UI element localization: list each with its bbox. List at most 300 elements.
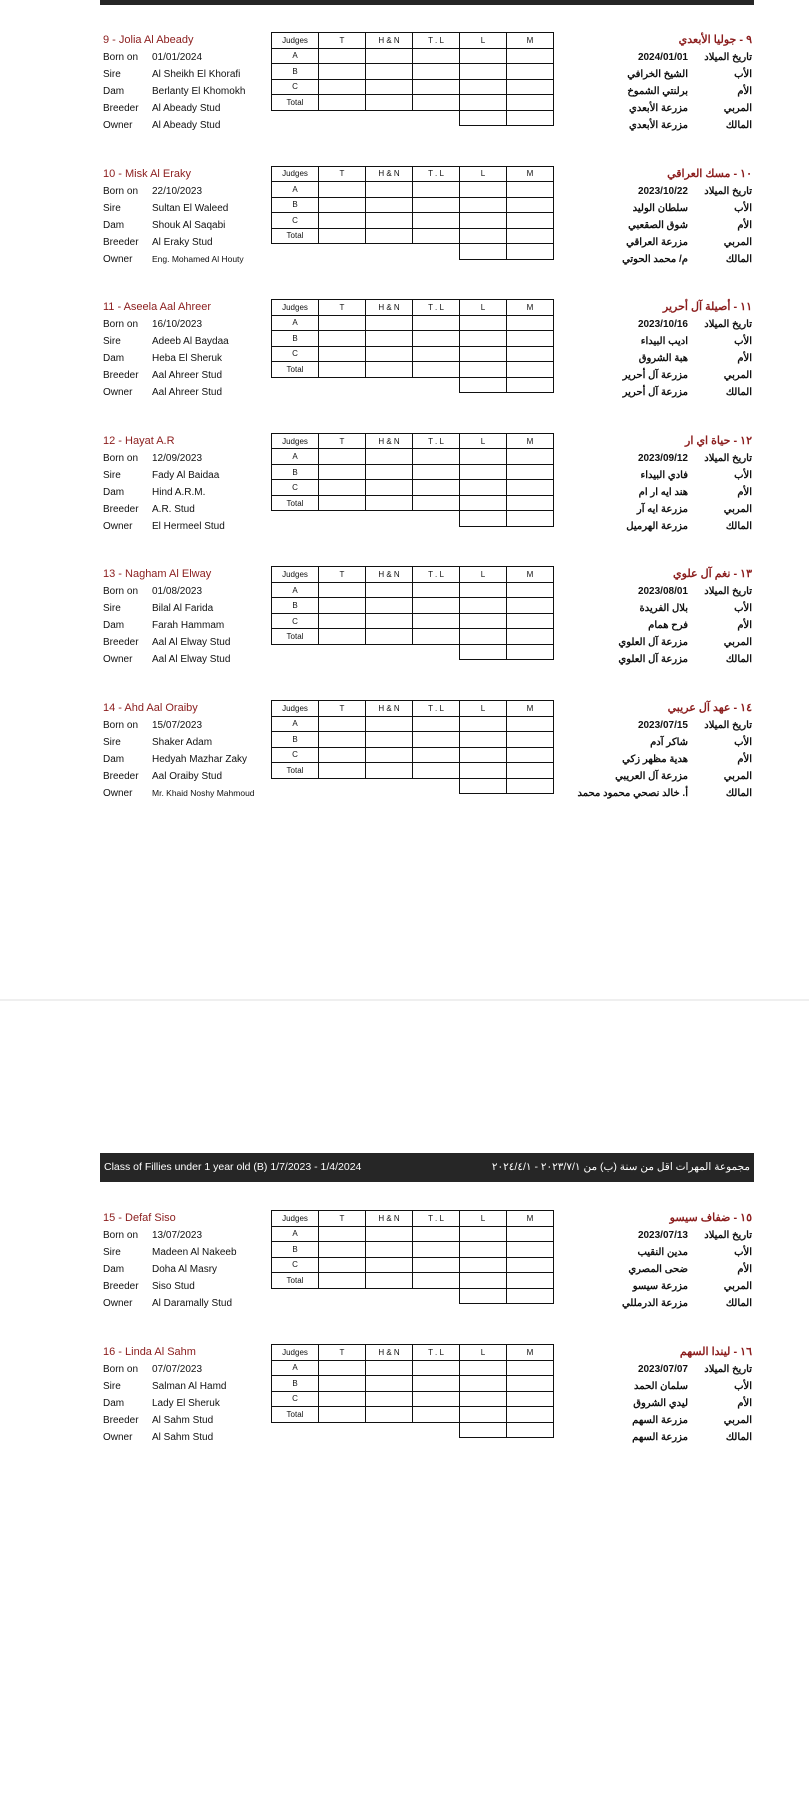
info-row: [103, 484, 273, 501]
score-cell[interactable]: [460, 346, 507, 362]
score-cell[interactable]: [366, 1226, 413, 1242]
score-cell[interactable]: [319, 48, 366, 64]
info-row-ar: [552, 316, 752, 333]
info-value-ar: 2023/08/01: [637, 586, 688, 598]
judge-label: A: [272, 449, 319, 465]
score-cell[interactable]: [319, 1376, 366, 1392]
info-row-ar: [552, 484, 752, 501]
score-cell[interactable]: [413, 732, 460, 748]
score-cell[interactable]: [319, 64, 366, 80]
info-row-ar: [552, 251, 752, 268]
score-cell[interactable]: [319, 732, 366, 748]
judge-label: Total: [272, 1407, 319, 1423]
score-cell[interactable]: [507, 315, 554, 331]
info-value-ar: مزرعة آل العريبي: [615, 771, 688, 782]
score-cell[interactable]: [413, 197, 460, 213]
score-header: H & N: [366, 1211, 413, 1227]
score-cell[interactable]: [507, 377, 554, 393]
score-cell[interactable]: [413, 331, 460, 347]
info-value-ar: 2023/07/07: [637, 1364, 688, 1375]
info-value: Aal Al Elway Stud: [152, 637, 231, 649]
score-cell[interactable]: [507, 48, 554, 64]
score-cell[interactable]: [413, 213, 460, 229]
info-row-ar: [552, 617, 752, 634]
info-label-ar: المربي: [723, 1281, 752, 1292]
score-cell[interactable]: [460, 244, 507, 260]
info-label-ar: المالك: [725, 1432, 752, 1443]
score-cell[interactable]: [366, 747, 413, 763]
info-label: Owner: [103, 1432, 133, 1443]
info-row: [103, 617, 273, 634]
score-cell[interactable]: [460, 1226, 507, 1242]
info-value-ar: مزرعة الأبعدي: [629, 103, 688, 114]
score-cell[interactable]: [319, 582, 366, 598]
info-row-ar: [552, 1244, 752, 1261]
entry-title-ar: ٩ - جوليا الأبعدي: [678, 34, 752, 46]
info-value-ar: مزرعة الأبعدي: [629, 120, 688, 131]
empty-cell: [319, 377, 366, 393]
score-row: [272, 64, 554, 80]
info-value: Lady El Sheruk: [152, 1398, 220, 1409]
score-cell[interactable]: [413, 716, 460, 732]
info-row: [103, 600, 273, 617]
score-cell[interactable]: [319, 1242, 366, 1258]
score-row: [272, 449, 554, 465]
score-row: [272, 197, 554, 213]
empty-cell: [366, 244, 413, 260]
score-cell[interactable]: [413, 315, 460, 331]
score-header: Judges: [272, 33, 319, 49]
info-value-ar: مزرعة ايه آر: [636, 503, 688, 515]
entry-info-ar: [552, 700, 752, 802]
score-cell[interactable]: [507, 346, 554, 362]
info-label: Owner: [103, 120, 133, 131]
score-cell[interactable]: [413, 464, 460, 480]
score-header-row: [272, 300, 554, 316]
score-cell[interactable]: [460, 511, 507, 527]
score-cell[interactable]: [319, 1407, 366, 1423]
score-cell[interactable]: [413, 1242, 460, 1258]
info-label: Dam: [103, 1264, 125, 1275]
score-cell[interactable]: [507, 644, 554, 660]
score-cell[interactable]: [460, 598, 507, 614]
score-cell[interactable]: [319, 747, 366, 763]
entry-info-ar: [552, 1344, 752, 1446]
score-cell[interactable]: [460, 582, 507, 598]
info-row: [103, 634, 273, 651]
info-value-ar: مزرعة الهرميل: [626, 520, 688, 532]
info-value: Doha Al Masry: [152, 1264, 218, 1275]
info-label: Dam: [103, 219, 125, 231]
score-cell[interactable]: [507, 495, 554, 511]
judge-label: Total: [272, 1273, 319, 1289]
score-cell[interactable]: [413, 480, 460, 496]
score-cell[interactable]: [460, 644, 507, 660]
score-cell[interactable]: [366, 732, 413, 748]
score-cell[interactable]: [319, 598, 366, 614]
info-value: Al Sahm Stud: [152, 1432, 214, 1443]
score-cell[interactable]: [507, 598, 554, 614]
score-cell[interactable]: [507, 1407, 554, 1423]
score-cell[interactable]: [366, 331, 413, 347]
info-value-ar: مزرعة آل العلوي: [618, 637, 688, 649]
score-cell[interactable]: [460, 362, 507, 378]
score-cell[interactable]: [507, 1273, 554, 1289]
empty-cell: [413, 1422, 460, 1438]
score-row: [272, 747, 554, 763]
info-value-ar: مدين النقيب: [637, 1247, 688, 1258]
info-value-ar: مزرعة آل العلوي: [618, 654, 688, 666]
info-label: Dam: [103, 620, 125, 632]
info-label-ar: تاريخ الميلاد: [704, 319, 752, 331]
info-value-ar: شاكر آدم: [650, 737, 688, 748]
score-cell[interactable]: [413, 495, 460, 511]
empty-cell: [366, 1422, 413, 1438]
info-value: Al Abeady Stud: [152, 103, 221, 114]
score-cell[interactable]: [507, 95, 554, 111]
score-cell[interactable]: [507, 732, 554, 748]
score-cell[interactable]: [460, 464, 507, 480]
score-cell[interactable]: [319, 1391, 366, 1407]
score-cell[interactable]: [366, 582, 413, 598]
score-cell[interactable]: [319, 182, 366, 198]
score-row: [272, 1360, 554, 1376]
score-cell[interactable]: [460, 315, 507, 331]
info-value: Hind A.R.M.: [152, 486, 206, 498]
score-cell[interactable]: [366, 480, 413, 496]
score-cell[interactable]: [366, 1391, 413, 1407]
score-cell[interactable]: [413, 64, 460, 80]
info-value-ar: مزرعة السهم: [632, 1432, 688, 1443]
info-value: 01/08/2023: [152, 586, 203, 598]
score-cell[interactable]: [460, 79, 507, 95]
judge-label: B: [272, 1376, 319, 1392]
score-cell[interactable]: [460, 778, 507, 794]
score-cell[interactable]: [460, 495, 507, 511]
score-cell[interactable]: [413, 228, 460, 244]
score-cell[interactable]: [413, 346, 460, 362]
info-row-ar: [552, 1361, 752, 1378]
info-label-ar: المالك: [725, 387, 752, 399]
score-cell[interactable]: [507, 716, 554, 732]
score-cell[interactable]: [507, 778, 554, 794]
score-cell[interactable]: [507, 1226, 554, 1242]
score-cell[interactable]: [460, 1288, 507, 1304]
score-header: T . L: [413, 1211, 460, 1227]
score-cell[interactable]: [460, 1273, 507, 1289]
score-cell[interactable]: [507, 613, 554, 629]
empty-cell: [413, 110, 460, 126]
score-cell[interactable]: [319, 449, 366, 465]
score-cell[interactable]: [460, 197, 507, 213]
score-cell[interactable]: [319, 1273, 366, 1289]
info-value-ar: مزرعة الدرمللي: [621, 1298, 688, 1309]
score-header-row: [272, 1345, 554, 1361]
score-cell[interactable]: [507, 79, 554, 95]
score-cell[interactable]: [460, 95, 507, 111]
score-cell[interactable]: [413, 95, 460, 111]
score-cell[interactable]: [366, 48, 413, 64]
score-cell[interactable]: [460, 1257, 507, 1273]
score-table: [271, 166, 554, 260]
score-cell[interactable]: [319, 228, 366, 244]
score-cell[interactable]: [319, 613, 366, 629]
info-row: [103, 583, 273, 600]
info-value: 22/10/2023: [152, 185, 203, 197]
score-cell[interactable]: [413, 362, 460, 378]
score-cell[interactable]: [507, 182, 554, 198]
info-label: Breeder: [103, 236, 139, 248]
score-cell[interactable]: [319, 464, 366, 480]
score-cell[interactable]: [507, 1376, 554, 1392]
score-cell[interactable]: [413, 613, 460, 629]
score-row: [272, 613, 554, 629]
score-cell[interactable]: [507, 763, 554, 779]
info-row-ar: [552, 634, 752, 651]
info-value: Shouk Al Saqabi: [152, 219, 226, 231]
score-header: M: [507, 166, 554, 182]
score-cell[interactable]: [507, 1360, 554, 1376]
info-label-ar: المربي: [723, 637, 752, 649]
score-cell[interactable]: [507, 629, 554, 645]
score-table: [271, 700, 554, 794]
score-cell[interactable]: [507, 1242, 554, 1258]
score-cell[interactable]: [460, 228, 507, 244]
info-label-ar: الأم: [737, 353, 752, 365]
score-cell[interactable]: [460, 48, 507, 64]
entry-title-ar: ١١ - أصيلة آل أحرير: [662, 301, 752, 314]
score-cell[interactable]: [460, 1242, 507, 1258]
score-cell[interactable]: [460, 1360, 507, 1376]
score-cell[interactable]: [319, 79, 366, 95]
score-cell[interactable]: [319, 362, 366, 378]
score-cell[interactable]: [413, 598, 460, 614]
score-cell[interactable]: [366, 182, 413, 198]
entry-card: [0, 166, 809, 276]
info-label: Sire: [103, 1381, 121, 1392]
score-cell[interactable]: [319, 197, 366, 213]
info-row-ar: [552, 384, 752, 401]
score-cell[interactable]: [366, 362, 413, 378]
info-value: Salman Al Hamd: [152, 1381, 227, 1392]
entry-info-en: [103, 1344, 273, 1446]
score-cell[interactable]: [507, 464, 554, 480]
score-cell[interactable]: [507, 228, 554, 244]
info-label: Born on: [103, 1230, 139, 1241]
score-header: L: [460, 300, 507, 316]
score-cell[interactable]: [460, 182, 507, 198]
score-cell[interactable]: [319, 346, 366, 362]
score-cell[interactable]: [366, 64, 413, 80]
score-cell[interactable]: [507, 1391, 554, 1407]
score-cell[interactable]: [460, 213, 507, 229]
score-cell[interactable]: [319, 495, 366, 511]
score-cell[interactable]: [319, 1226, 366, 1242]
score-cell[interactable]: [507, 480, 554, 496]
score-cell[interactable]: [460, 732, 507, 748]
score-cell[interactable]: [319, 716, 366, 732]
score-cell[interactable]: [507, 1422, 554, 1438]
score-cell[interactable]: [413, 1391, 460, 1407]
score-row-final: [272, 778, 554, 794]
score-cell[interactable]: [366, 716, 413, 732]
entry-title-ar: ١٢ - حياة اي ار: [685, 434, 752, 447]
entry-title-ar: ١٦ - ليندا السهم: [679, 1346, 752, 1358]
score-cell[interactable]: [413, 79, 460, 95]
score-cell[interactable]: [366, 1360, 413, 1376]
score-cell[interactable]: [366, 1376, 413, 1392]
info-label-ar: المالك: [725, 788, 752, 799]
score-cell[interactable]: [413, 1407, 460, 1423]
score-row: [272, 629, 554, 645]
score-cell[interactable]: [319, 331, 366, 347]
score-cell[interactable]: [366, 1257, 413, 1273]
info-value: 16/10/2023: [152, 319, 203, 331]
score-cell[interactable]: [319, 95, 366, 111]
info-row: [103, 367, 273, 384]
score-cell[interactable]: [366, 197, 413, 213]
score-cell[interactable]: [460, 377, 507, 393]
score-cell[interactable]: [460, 331, 507, 347]
judge-label: Total: [272, 362, 319, 378]
empty-cell: [272, 244, 319, 260]
info-value-ar: ضحى المصري: [628, 1264, 688, 1275]
score-cell[interactable]: [366, 315, 413, 331]
score-cell[interactable]: [366, 763, 413, 779]
info-row: [103, 49, 273, 66]
entry-title: 13 - Nagham Al Elway: [103, 568, 212, 581]
score-cell[interactable]: [507, 511, 554, 527]
score-header: H & N: [366, 166, 413, 182]
score-cell[interactable]: [366, 1242, 413, 1258]
entry-info-en: [103, 433, 273, 535]
info-row: [103, 183, 273, 200]
score-cell[interactable]: [460, 1422, 507, 1438]
score-cell[interactable]: [366, 1273, 413, 1289]
score-table: [271, 1210, 554, 1304]
info-row: [103, 251, 273, 268]
score-cell[interactable]: [460, 1407, 507, 1423]
score-cell[interactable]: [366, 495, 413, 511]
score-cell[interactable]: [413, 449, 460, 465]
judge-label: Total: [272, 228, 319, 244]
score-cell[interactable]: [507, 362, 554, 378]
score-cell[interactable]: [507, 1288, 554, 1304]
score-cell[interactable]: [319, 315, 366, 331]
score-cell[interactable]: [319, 1257, 366, 1273]
score-cell[interactable]: [366, 346, 413, 362]
score-cell[interactable]: [460, 110, 507, 126]
score-cell[interactable]: [319, 213, 366, 229]
info-row-ar: [552, 367, 752, 384]
score-cell[interactable]: [366, 464, 413, 480]
info-row-ar: [552, 117, 752, 134]
empty-cell: [272, 377, 319, 393]
info-row-ar: [552, 1295, 752, 1312]
score-cell[interactable]: [460, 480, 507, 496]
info-row-ar: [552, 100, 752, 117]
score-cell[interactable]: [413, 747, 460, 763]
info-label: Owner: [103, 387, 133, 399]
score-header: Judges: [272, 166, 319, 182]
score-cell[interactable]: [366, 1407, 413, 1423]
judge-label: A: [272, 1360, 319, 1376]
score-cell[interactable]: [507, 449, 554, 465]
score-cell[interactable]: [413, 48, 460, 64]
score-cell[interactable]: [319, 480, 366, 496]
info-label-ar: تاريخ الميلاد: [704, 185, 752, 197]
score-cell[interactable]: [366, 598, 413, 614]
score-cell[interactable]: [460, 449, 507, 465]
score-cell[interactable]: [413, 1257, 460, 1273]
score-cell[interactable]: [413, 1273, 460, 1289]
score-row-final: [272, 377, 554, 393]
empty-cell: [319, 1288, 366, 1304]
info-row: [103, 1412, 273, 1429]
score-cell[interactable]: [460, 716, 507, 732]
score-cell[interactable]: [507, 213, 554, 229]
score-cell[interactable]: [413, 1376, 460, 1392]
score-cell[interactable]: [507, 1257, 554, 1273]
score-cell[interactable]: [319, 763, 366, 779]
info-row: [103, 651, 273, 668]
score-cell[interactable]: [366, 79, 413, 95]
score-cell[interactable]: [507, 110, 554, 126]
score-cell[interactable]: [366, 629, 413, 645]
entry-info-en: [103, 566, 273, 668]
entry-info-en: [103, 299, 273, 401]
score-cell[interactable]: [460, 1376, 507, 1392]
score-cell[interactable]: [413, 182, 460, 198]
empty-cell: [319, 1422, 366, 1438]
info-label: Born on: [103, 586, 139, 598]
score-cell[interactable]: [460, 1391, 507, 1407]
score-cell[interactable]: [507, 747, 554, 763]
score-cell[interactable]: [366, 228, 413, 244]
score-cell[interactable]: [319, 1360, 366, 1376]
score-cell[interactable]: [507, 244, 554, 260]
info-label: Sire: [103, 469, 121, 481]
score-cell[interactable]: [413, 629, 460, 645]
info-label-ar: الأم: [737, 1398, 752, 1409]
score-cell[interactable]: [413, 763, 460, 779]
score-cell[interactable]: [319, 629, 366, 645]
score-header: T: [319, 433, 366, 449]
info-label: Owner: [103, 1298, 133, 1309]
score-cell[interactable]: [366, 613, 413, 629]
score-cell[interactable]: [507, 64, 554, 80]
score-cell[interactable]: [460, 629, 507, 645]
score-cell[interactable]: [460, 763, 507, 779]
score-cell[interactable]: [366, 449, 413, 465]
score-header: H & N: [366, 33, 413, 49]
score-cell[interactable]: [366, 95, 413, 111]
score-cell[interactable]: [413, 1226, 460, 1242]
score-cell[interactable]: [507, 331, 554, 347]
score-cell[interactable]: [507, 197, 554, 213]
score-cell[interactable]: [507, 582, 554, 598]
score-header: T: [319, 1211, 366, 1227]
score-cell[interactable]: [413, 1360, 460, 1376]
score-cell[interactable]: [366, 213, 413, 229]
info-value: A.R. Stud: [152, 503, 195, 515]
score-cell[interactable]: [460, 747, 507, 763]
score-cell[interactable]: [413, 582, 460, 598]
info-row-ar: [552, 350, 752, 367]
score-cell[interactable]: [460, 613, 507, 629]
judge-label: C: [272, 213, 319, 229]
score-cell[interactable]: [460, 64, 507, 80]
